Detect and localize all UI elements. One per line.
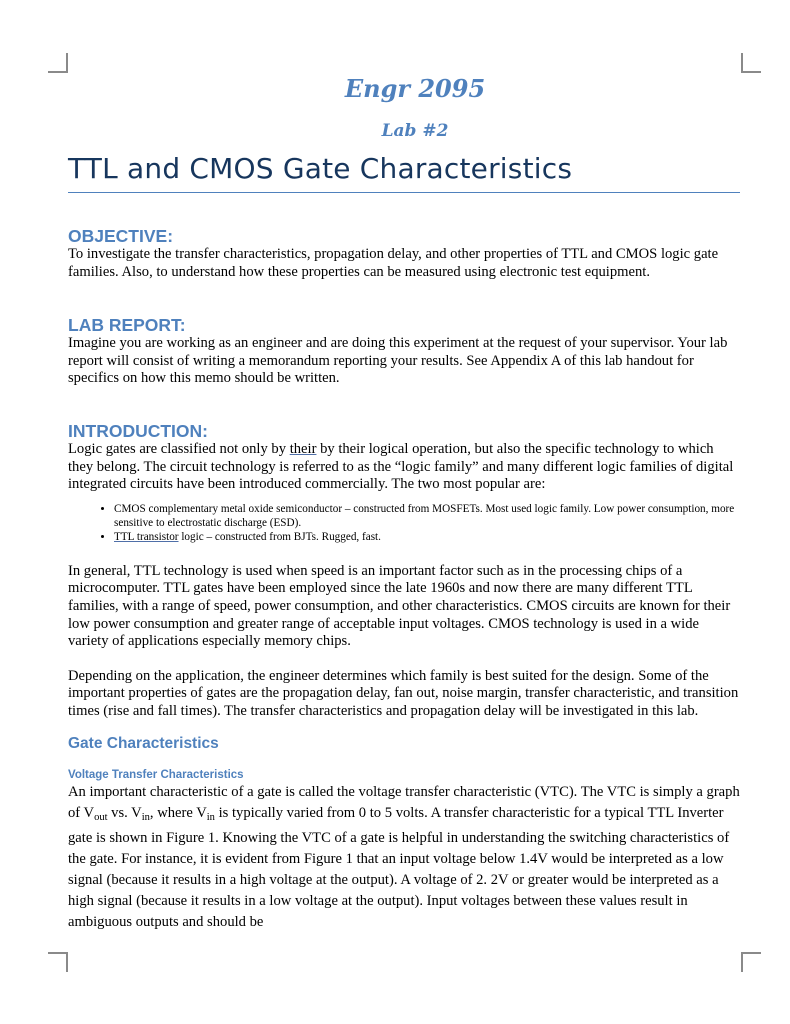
lab-report-text: Imagine you are working as an engineer and are doing this experiment at the request of your supervisor. Your lab report will consist of writing a memorandum reporting your results. See Appendix A of this lab handout for specifics on how this memo should be written. (68, 335, 728, 387)
logic-family-list (68, 502, 740, 544)
gate-characteristics-heading: Gate Characteristics (68, 734, 219, 752)
list-item-ttl (114, 530, 740, 544)
page-title: TTL and CMOS Gate Characteristics (68, 150, 740, 193)
their-word: their (289, 440, 317, 457)
introduction-paragraph-3: Depending on the application, the engineer determines which family is best suited for the design. Some of the important properties of gates are the propagation delay, fan out, noise margin, transfer characteristic, and transition times (rise and fall times). The transfer characteristics and propagation delay will be investigated in this lab. (68, 667, 739, 719)
crop-mark-bottom-right (741, 952, 761, 972)
vtc-text-3: , where V (149, 804, 207, 821)
intro-text-a: Logic gates are classified not only by (68, 440, 290, 457)
document-page (68, 70, 740, 933)
objective-text: To investigate the transfer characteristics, propagation delay, and other properties of TTL and CMOS logic gate families. Also, to understand how these properties can be measured using electronic test equipment. (68, 246, 719, 280)
introduction-paragraph-1 (68, 441, 740, 494)
vtc-text-2: vs. V (107, 804, 142, 821)
ttl-transistor-text: TTL transistor (114, 530, 179, 543)
list-item-cmos: • CMOS complementary metal oxide semiconductor – constructed from MOSFETs. Most used logic family. Low power consumption, more sensitive to electrostatic discharge (ESD). (114, 502, 740, 530)
vtc-text-4: is typically varied from 0 to 5 volts. A transfer characteristic for a typical TTL Inverter gate is shown in Figure 1. Knowing the VTC of a gate is helpful in understanding the switching characteristics of the gate. For instance, it is evident from Figure 1 that an input voltage below 1.4V would be interpreted as a low signal (because it results in a high voltage at the output). A voltage of 2. 2V or greater would be interpreted as a high signal (because it results in a low voltage at the output). Input voltages between these values result in ambiguous outputs and should be (68, 804, 730, 930)
introduction-heading: INTRODUCTION: (68, 420, 208, 441)
ttl-rest-text: logic – constructed from BJTs. Rugged, fast. (178, 530, 381, 543)
objective-heading: OBJECTIVE: (68, 226, 174, 246)
subscript-out: out (94, 811, 108, 823)
vtc-heading: Voltage Transfer Characteristics (68, 768, 244, 781)
subscript-in: in (141, 811, 150, 823)
subscript-in-2: in (206, 811, 215, 823)
course-title: Engr 2095 (344, 74, 486, 103)
vtc-text-1: An important characteristic of a gate is called the voltage transfer characteristic (VTC). The VTC is simply a graph of V (68, 783, 740, 821)
intro-text-b: by their logical operation, but also the specific technology to which they belong. The circuit technology is referred to as the “logic family” and many different logic families of digital integrated circuits have been introduced commercially. The two most popular are: (68, 440, 734, 493)
introduction-paragraph-2: In general, TTL technology is used when speed is an important factor such as in the processing chips of a microcomputer. TTL gates have been employed since the late 1960s and now there are many different TTL families, with a range of speed, power consumption, and other characteristics. CMOS circuits are known for their low power consumption and greater range of acceptable input voltages. CMOS technology is used in a wide variety of applications especially memory chips. (68, 562, 731, 650)
lab-number: Lab #2 (381, 121, 449, 141)
crop-mark-top-left (48, 53, 68, 73)
crop-mark-bottom-left (48, 952, 68, 972)
crop-mark-top-right (741, 53, 761, 73)
vtc-paragraph (68, 782, 740, 933)
lab-report-heading: LAB REPORT: (68, 315, 186, 336)
